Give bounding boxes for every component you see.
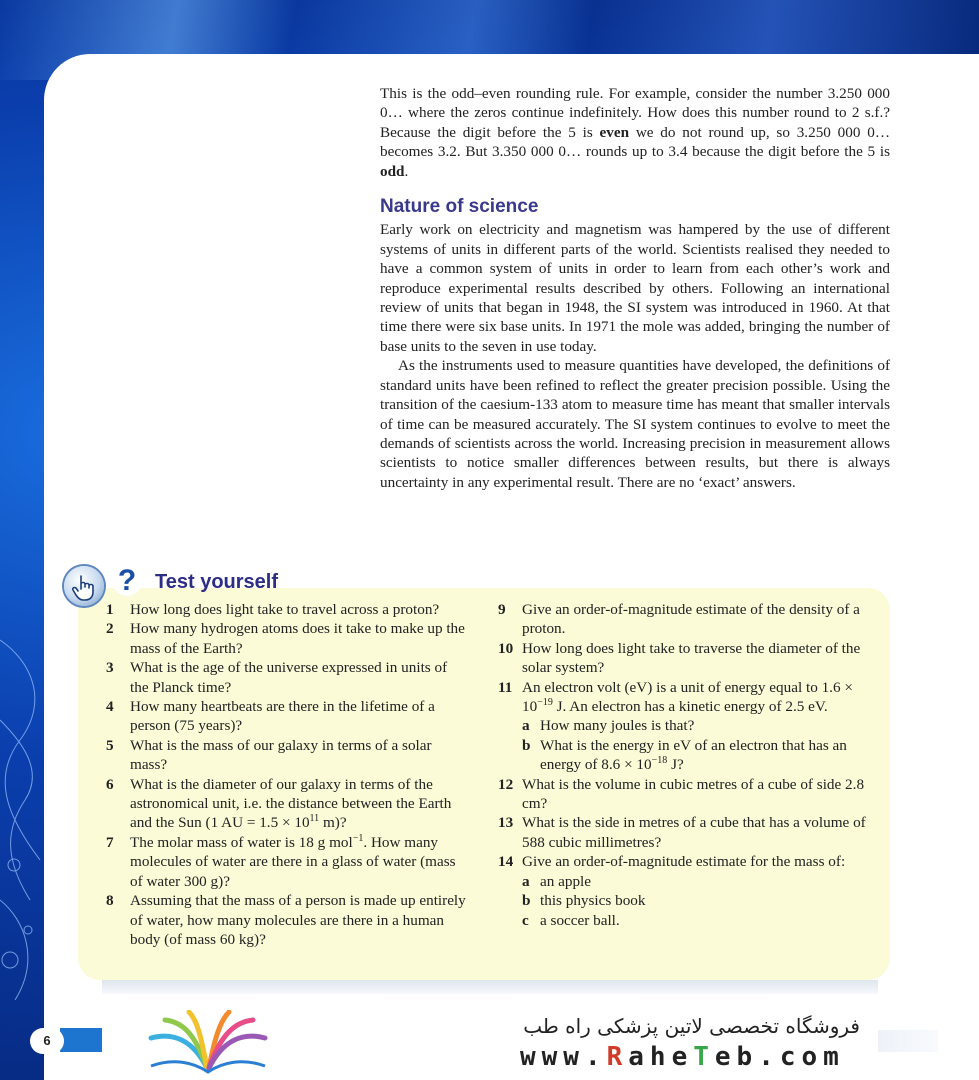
nature-paragraph-1: Early work on electricity and magnetism was hampered by the use of different systems of units in different parts of the world. Scientists realised they needed to have a common system of units in order to learn from each other’s work and reproduce experimental results described by others. Following an international review of units that began in 1948, the SI system was introduced in 1960. At that time there were six base units. In 1971 the mole was added, bringing the number of base units to the seven in use today. — [380, 221, 890, 355]
question-text: How many hydrogen atoms does it take to make up the mass of the Earth? — [130, 620, 465, 657]
pointing-hand-icon[interactable] — [64, 566, 104, 606]
intro-paragraph: This is the odd–even rounding rule. For example, consider the number 3.250 000 0… where the zeros continue indefinitely. How does this number round to 2 s.f.? Because the digit before the 5 is even we do not round up, so 3.250 000 0… becomes 3.2. But 3.350 000 0… rounds up to 3.4 because the digit before the 5 is odd. — [380, 85, 891, 180]
question-number: 2 — [106, 620, 114, 638]
question-number: 1 — [106, 601, 114, 618]
superscript: 11 — [309, 813, 320, 825]
question-text: What is the side in metres of a cube that has a volume of 588 cubic millimetres? — [522, 814, 866, 851]
question-mark-icon: ? — [112, 566, 142, 596]
sub-question — [498, 736, 868, 775]
nature-paragraph-2: As the instruments used to measure quantities have developed, the definitions of standard units have been refined to reflect the greater precision possible. Using the transition of the caesium-133 atom to measure time has meant that smaller intervals of time can be measured accurately. The SI system continues to evolve to meet the demands of scientists across the world. Increasing precision in measurement allows scientists to notice smaller differences between results, but there is always uncertainty in any experimental result. There are no ‘exact’ answers. — [380, 357, 890, 491]
watermark-persian-text: فروشگاه تخصصی لاتین پزشکی راه طب — [523, 1014, 860, 1038]
question-text: Give an order-of-magnitude estimate for the mass of: — [522, 853, 846, 871]
question-item — [106, 833, 468, 891]
footer-bar-right — [878, 1030, 938, 1052]
sub-question-text: this physics book — [540, 892, 646, 910]
question-number: 11 — [498, 678, 513, 696]
question-item — [106, 600, 468, 619]
sub-question-letter: b — [522, 892, 531, 910]
url-mid: ahe — [628, 1042, 694, 1072]
url-letter-t: T — [693, 1042, 715, 1072]
question-item — [106, 891, 468, 949]
question-number: 9 — [498, 601, 506, 618]
question-item — [498, 813, 868, 852]
question-text: How long does light take to traverse the diameter of the solar system? — [522, 639, 861, 677]
nature-of-science-heading: Nature of science — [380, 196, 539, 218]
question-number: 13 — [498, 814, 514, 832]
main-text-column — [380, 84, 890, 492]
book-logo — [143, 1010, 273, 1076]
question-number: 5 — [106, 736, 114, 754]
sub-question-text: What is the energy in eV of an electron that has an energy of $8.6 \times 10^{-18}$ J? — [540, 736, 847, 774]
question-number: 14 — [498, 853, 514, 871]
question-item — [106, 736, 468, 775]
sub-question — [498, 891, 868, 910]
sub-question-text: an apple — [540, 872, 592, 890]
question-number: 4 — [106, 698, 114, 716]
question-text: What is the volume in cubic metres of a cube of side 2.8 cm? — [522, 775, 865, 813]
superscript: −1 — [352, 832, 364, 844]
question-text: Give an order-of-magnitude estimate of the density of a proton. — [522, 601, 860, 638]
page-number-bar — [60, 1028, 102, 1052]
questions-left-column — [106, 600, 468, 949]
question-item — [498, 600, 868, 639]
question-item — [498, 852, 868, 871]
sub-question-text: How many joules is that? — [540, 717, 695, 735]
question-text: Assuming that the mass of a person is made up entirely of water, how many molecules are there in a human body (of mass 60 kg)? — [130, 892, 466, 948]
sub-question — [498, 911, 868, 930]
sub-question-letter: a — [522, 717, 530, 735]
question-number: 10 — [498, 639, 514, 657]
question-item — [106, 697, 468, 736]
sub-question-letter: b — [522, 736, 531, 754]
sub-question — [498, 872, 868, 891]
question-item — [498, 639, 868, 678]
test-yourself-title: Test yourself — [155, 571, 278, 593]
test-box-shadow — [102, 980, 878, 994]
question-text: The molar mass of water is 18 g mol$^{-1}$. How many molecules of water are there in a glass of water (mass of water 300 g)? — [130, 832, 456, 890]
question-text: What is the age of the universe expressed in units of the Planck time? — [130, 659, 448, 696]
superscript: −18 — [651, 755, 668, 767]
bold-term: even — [599, 123, 630, 141]
question-text: An electron volt (eV) is a unit of energy equal to $1.6 \times 10^{-19}$ J. An electron has a kinetic energy of 2.5 eV. — [522, 678, 853, 716]
page-number: 6 — [30, 1028, 64, 1054]
bold-term: odd — [380, 162, 405, 180]
question-number: 12 — [498, 775, 514, 793]
question-item — [106, 775, 468, 833]
hand-glyph — [64, 566, 104, 606]
question-number: 6 — [106, 775, 114, 793]
url-letter-r: R — [606, 1042, 629, 1072]
question-item — [498, 678, 868, 717]
url-prefix: www. — [520, 1042, 607, 1072]
question-text: How long does light take to travel across a proton? — [130, 601, 440, 618]
question-item — [106, 658, 468, 697]
question-text: How many heartbeats are there in the lifetime of a person (75 years)? — [130, 698, 435, 735]
sub-question — [498, 716, 868, 735]
watermark-url — [520, 1042, 845, 1072]
questions-right-column — [498, 600, 868, 930]
superscript: −19 — [537, 696, 553, 708]
sub-question-letter: c — [522, 911, 529, 929]
question-text: What is the mass of our galaxy in terms of a solar mass? — [130, 736, 432, 774]
sub-question-text: a soccer ball. — [540, 911, 620, 929]
url-suffix: eb.com — [714, 1042, 845, 1072]
question-number: 7 — [106, 833, 114, 851]
question-item — [498, 775, 868, 814]
sub-question-letter: a — [522, 872, 530, 890]
question-number: 3 — [106, 659, 114, 677]
question-item — [106, 619, 468, 658]
question-number: 8 — [106, 892, 114, 910]
question-text: What is the diameter of our galaxy in terms of the astronomical unit, i.e. the distance between the Earth and the Sun (1 AU = $1.5 \times 10^{11}$ m)? — [130, 775, 452, 832]
